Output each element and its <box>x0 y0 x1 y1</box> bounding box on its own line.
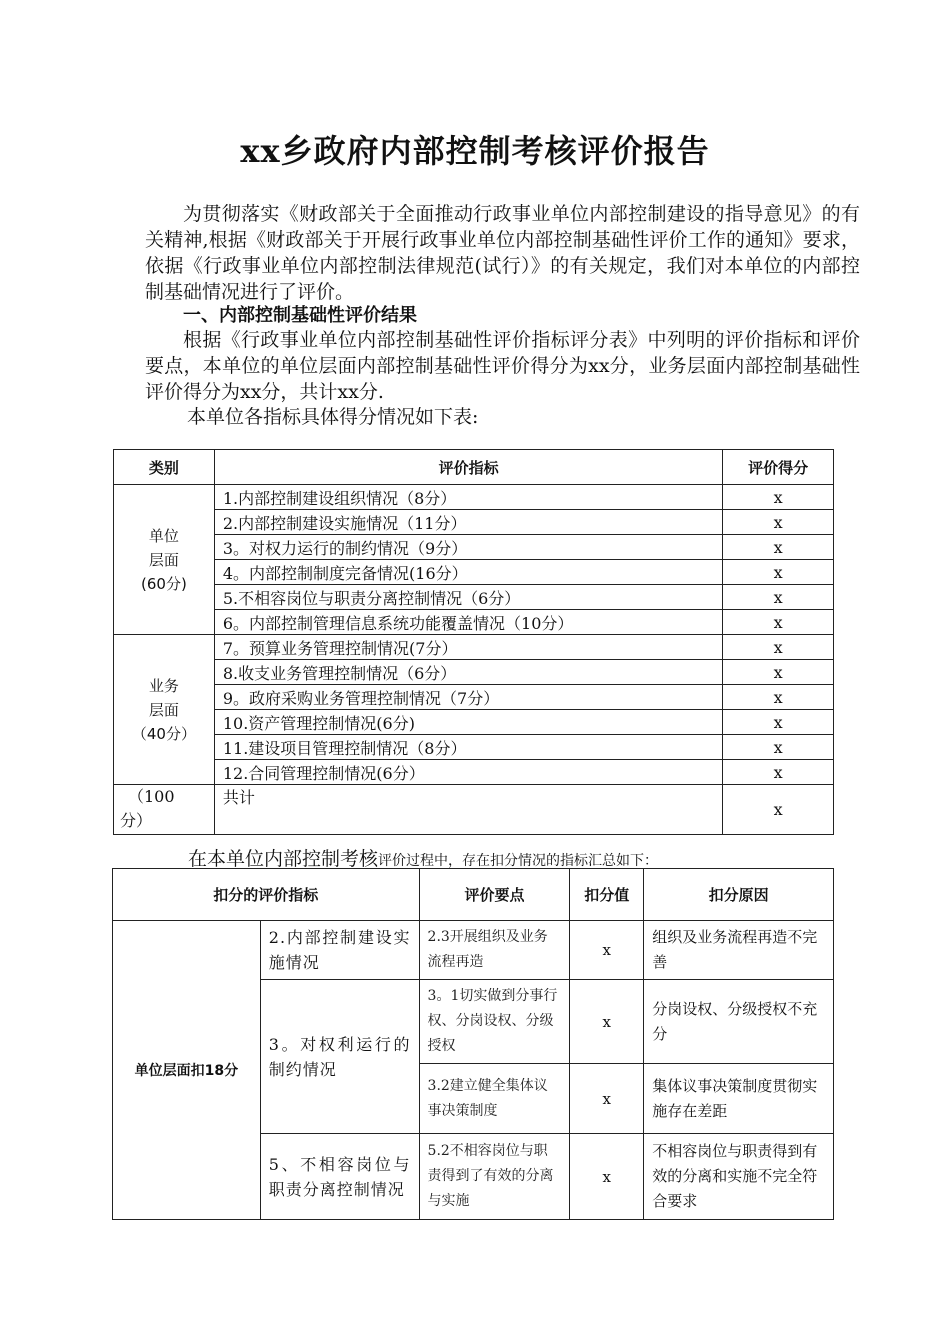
evaluation-point: 3。1切实做到分事行权、分岗设权、分级授权 <box>419 980 570 1064</box>
deduction-table <box>112 868 834 1220</box>
deduction-value: x <box>570 1064 644 1134</box>
header-evaluation-point: 评价要点 <box>419 869 570 921</box>
indicator-cell: 6。内部控制管理信息系统功能覆盖情况（10分） <box>214 610 722 635</box>
table-row <box>114 510 834 535</box>
table-row <box>113 921 834 980</box>
table-row <box>114 610 834 635</box>
table-row <box>114 735 834 760</box>
deduction-value: x <box>570 921 644 980</box>
indicator-cell: 9。政府采购业务管理控制情况（7分） <box>214 685 722 710</box>
deduction-reason: 组织及业务流程再造不完善 <box>644 921 834 980</box>
score-cell: x <box>723 510 834 535</box>
total-category: （100 分） <box>114 785 215 835</box>
indicator-cell: 12.合同管理控制情况(6分） <box>214 760 722 785</box>
score-cell: x <box>723 760 834 785</box>
indicator-cell: 11.建设项目管理控制情况（8分） <box>214 735 722 760</box>
deducted-indicator: 3。对权利运行的制约情况 <box>260 980 419 1134</box>
table-row <box>114 560 834 585</box>
deduction-value: x <box>570 980 644 1064</box>
header-category: 类别 <box>114 450 215 485</box>
score-cell: x <box>723 610 834 635</box>
indicator-cell: 4。内部控制制度完备情况(16分） <box>214 560 722 585</box>
header-deduction-reason: 扣分原因 <box>644 869 834 921</box>
deduction-reason: 集体议事决策制度贯彻实施存在差距 <box>644 1064 834 1134</box>
evaluation-point: 2.3开展组织及业务流程再造 <box>419 921 570 980</box>
score-cell: x <box>723 635 834 660</box>
table-header-row <box>113 869 834 921</box>
evaluation-point: 3.2建立健全集体议事决策制度 <box>419 1064 570 1134</box>
section-heading: 一、内部控制基础性评价结果 <box>183 305 417 326</box>
indicator-cell: 10.资产管理控制情况(6分) <box>214 710 722 735</box>
category-unit-level: 单位 层面 (60分) <box>114 485 215 635</box>
evaluation-point: 5.2不相容岗位与职责得到了有效的分离与实施 <box>419 1134 570 1220</box>
deduction-reason: 不相容岗位与职责得到有效的分离和实施不完全符合要求 <box>644 1134 834 1220</box>
score-cell: x <box>723 685 834 710</box>
table-row <box>114 585 834 610</box>
indicator-cell: 7。预算业务管理控制情况(7分） <box>214 635 722 660</box>
indicator-cell: 8.收支业务管理控制情况（6分） <box>214 660 722 685</box>
indicator-cell: 5.不相容岗位与职责分离控制情况（6分） <box>214 585 722 610</box>
deducted-indicator: 2.内部控制建设实施情况 <box>260 921 419 980</box>
deduction-intro: 在本单位内部控制考核评价过程中，存在扣分情况的指标汇总如下： <box>188 848 659 870</box>
score-cell: x <box>723 560 834 585</box>
table-row <box>114 660 834 685</box>
score-cell: x <box>723 735 834 760</box>
total-row <box>114 785 834 835</box>
table-row <box>114 535 834 560</box>
table-row <box>114 635 834 660</box>
level-label: 单位层面扣18分 <box>113 921 261 1220</box>
table-row <box>114 760 834 785</box>
header-deduction-value: 扣分值 <box>570 869 644 921</box>
header-score: 评价得分 <box>723 450 834 485</box>
indicator-cell: 1.内部控制建设组织情况（8分） <box>214 485 722 510</box>
table-row <box>114 485 834 510</box>
intro-paragraph: 为贯彻落实《财政部关于全面推动行政事业单位内部控制建设的指导意见》的有关精神,根据《财政部关于开展行政事业单位内部控制基础性评价工作的通知》要求，依据《行政事业单位内部控制法律规范(试行）》的有关规定，我们对本单位的内部控制基础情况进行了评价。 <box>145 203 860 303</box>
score-cell: x <box>723 710 834 735</box>
header-indicator: 评价指标 <box>214 450 722 485</box>
score-cell: x <box>723 585 834 610</box>
score-cell: x <box>723 485 834 510</box>
table-intro: 本单位各指标具体得分情况如下表: <box>187 406 479 428</box>
score-cell: x <box>723 660 834 685</box>
deduction-value: x <box>570 1134 644 1220</box>
table-header-row <box>114 450 834 485</box>
category-business-level: 业务 层面 （40分） <box>114 635 215 785</box>
page-title: xx乡政府内部控制考核评价报告 <box>240 132 710 170</box>
table-row <box>114 685 834 710</box>
header-deducted-indicator: 扣分的评价指标 <box>113 869 420 921</box>
total-label: 共计 <box>214 785 722 835</box>
deduction-reason: 分岗设权、分级授权不充分 <box>644 980 834 1064</box>
deducted-indicator: 5、不相容岗位与职责分离控制情况 <box>260 1134 419 1220</box>
indicator-cell: 2.内部控制建设实施情况（11分） <box>214 510 722 535</box>
score-cell: x <box>723 535 834 560</box>
total-score: x <box>723 785 834 835</box>
table-row <box>114 710 834 735</box>
score-table <box>113 449 834 835</box>
section-paragraph: 根据《行政事业单位内部控制基础性评价指标评分表》中列明的评价指标和评价要点，本单位的单位层面内部控制基础性评价得分为xx分，业务层面内部控制基础性评价得分为xx分，共计xx分. <box>145 329 860 403</box>
indicator-cell: 3。对权力运行的制约情况（9分） <box>214 535 722 560</box>
